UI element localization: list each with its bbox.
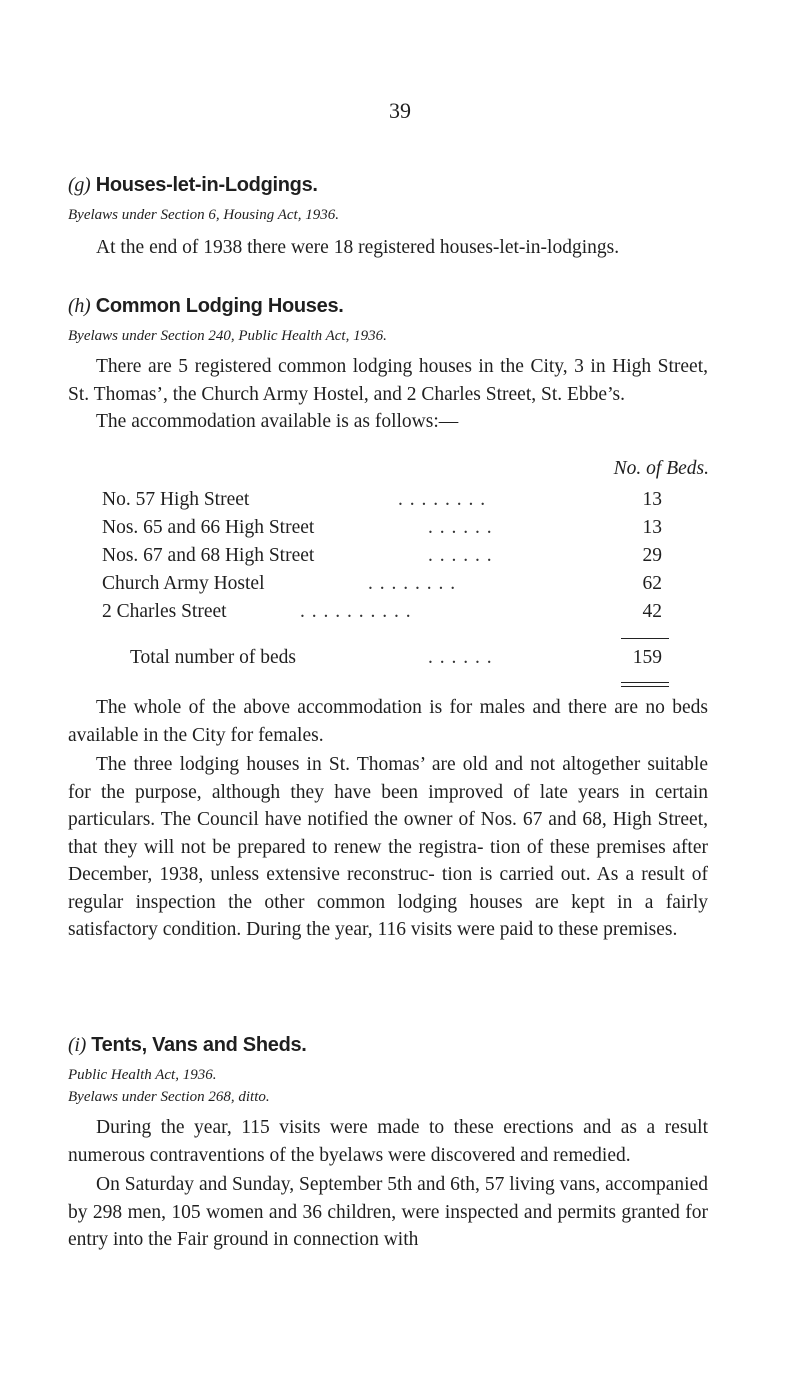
column-heading-beds: No. of Beds.: [613, 458, 709, 479]
section-g-title: Houses-let-in-Lodgings.: [95, 174, 318, 196]
section-g-paragraph: At the end of 1938 there were 18 registered houses-let-in-lodgings.: [96, 237, 620, 258]
section-g-heading: [68, 170, 708, 200]
page-number: 39: [389, 98, 411, 123]
table-row: [68, 598, 708, 626]
sum-rule: [621, 638, 669, 639]
table-row: [68, 486, 708, 514]
section-h-continued: [68, 694, 708, 944]
section-g: [68, 170, 708, 262]
section-i: [68, 1030, 708, 1254]
section-i-heading: [68, 1030, 708, 1060]
section-i-title: Tents, Vans and Sheds.: [91, 1034, 307, 1056]
section-i-act: Public Health Act, 1936.: [68, 1067, 217, 1083]
section-g-byelaw: Byelaws under Section 6, Housing Act, 1936.: [68, 207, 339, 223]
section-i-paragraph-1: During the year, 115 visits were made to these erections and as a result numerous contraventions of the byelaws were discovered and remedied.: [68, 1117, 708, 1166]
row-value: 13: [642, 489, 662, 510]
section-h-byelaw: Byelaws under Section 240, Public Health Act, 1936.: [68, 328, 387, 344]
total-double-rule: [621, 682, 669, 687]
row-value: 42: [642, 601, 662, 622]
total-value: 159: [632, 647, 662, 668]
section-i-letter: (i): [68, 1034, 86, 1056]
row-value: 62: [642, 573, 662, 594]
row-leader: . . . . . .: [428, 545, 493, 566]
section-h-paragraph-1: There are 5 registered common lodging houses in the City, 3 in High Street, St. Thomas’, the Church Army Hostel, and 2 Charles Street, St. Ebbe’s.: [68, 356, 708, 405]
row-leader: . . . . . . . .: [398, 489, 487, 510]
row-value: 13: [642, 517, 662, 538]
row-leader: . . . . . . . .: [368, 573, 457, 594]
row-label: Nos. 65 and 66 High Street: [102, 517, 315, 538]
total-label: Total number of beds: [130, 647, 296, 668]
section-h-title: Common Lodging Houses.: [95, 295, 344, 317]
section-h-letter: (h): [68, 295, 91, 317]
row-value: 29: [642, 545, 662, 566]
row-label: No. 57 High Street: [102, 489, 250, 510]
section-h-paragraph-4: The three lodging houses in St. Thomas’ are old and not altogether suitable for the purpose, although they have been improved of late years in certain particulars. The Council have notified the owner of Nos. 67 and 68, High Street, that they will not be prepared to renew the registra- tion of these premises after December, 1938, unless extensive reconstruc- tion is carried out. As a result of regular inspection the other common lodging houses are kept in a fairly satisfactory condition. During the year, 116 visits were paid to these premises.: [68, 754, 708, 940]
row-label: 2 Charles Street: [102, 601, 227, 622]
section-g-letter: (g): [68, 174, 91, 196]
table-total-row: [68, 644, 708, 672]
row-label: Nos. 67 and 68 High Street: [102, 545, 315, 566]
section-i-byelaw: Byelaws under Section 268, ditto.: [68, 1089, 270, 1105]
row-label: Church Army Hostel: [102, 573, 265, 594]
section-h-paragraph-3: The whole of the above accommodation is for males and there are no beds available in the City for females.: [68, 697, 708, 746]
section-i-paragraph-2: On Saturday and Sunday, September 5th and 6th, 57 living vans, accompanied by 298 men, 105 women and 36 children, were inspected and permits granted for entry into the Fair ground in connection with: [68, 1174, 708, 1250]
section-h-heading: [68, 291, 708, 321]
row-leader: . . . . . . . . . .: [300, 601, 412, 622]
section-h-paragraph-2: The accommodation available is as follows:—: [96, 411, 459, 432]
section-h: [68, 291, 708, 436]
table-row: [68, 542, 708, 570]
row-leader: . . . . . .: [428, 517, 493, 538]
total-leader: . . . . . .: [428, 647, 493, 668]
table-row: [68, 570, 708, 598]
table-row: [68, 514, 708, 542]
